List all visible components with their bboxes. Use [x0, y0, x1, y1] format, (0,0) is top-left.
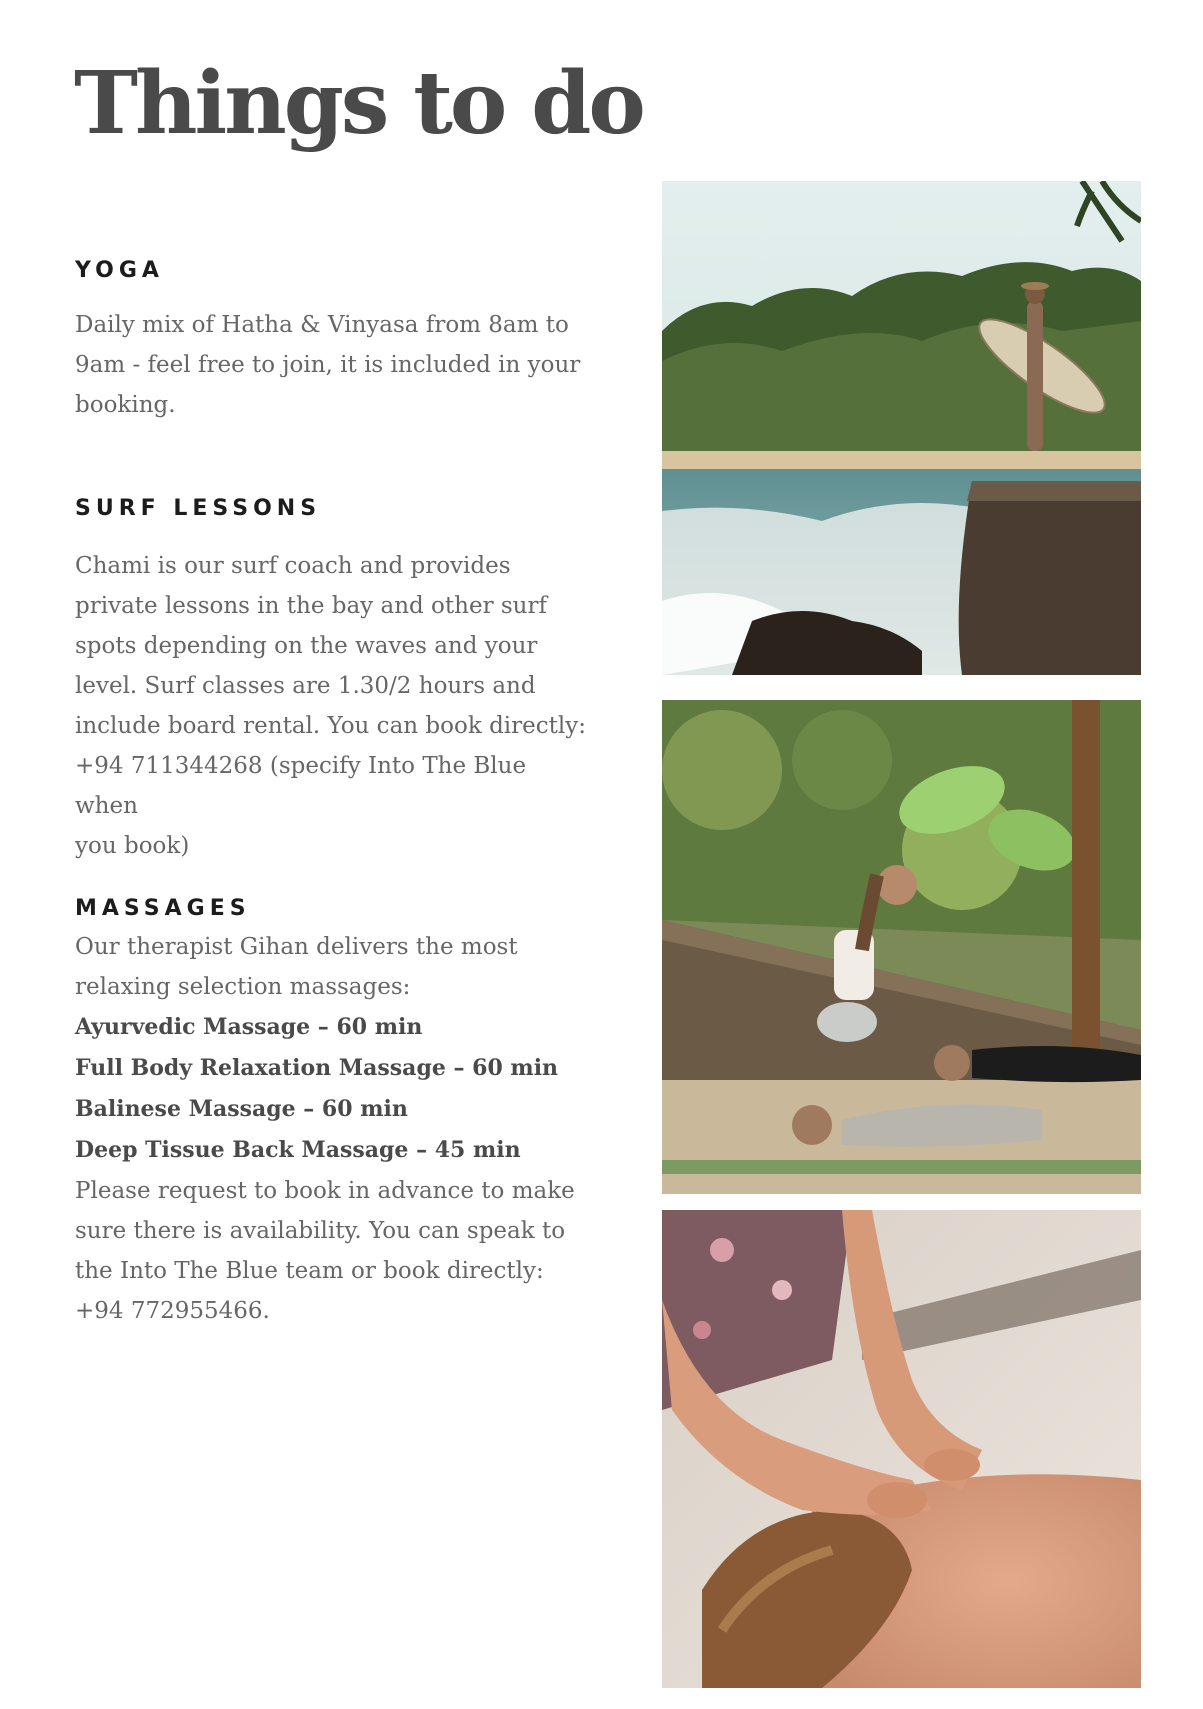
massages-booking-note: Please request to book in advance to make sure there is availability. You can speak to the Into The Blue team or book directly: +94 772955466. [75, 1178, 575, 1324]
massage-item: Balinese Massage – 60 min [75, 1096, 408, 1122]
massage-list [75, 1007, 595, 1171]
massage-item: Deep Tissue Back Massage – 45 min [75, 1137, 521, 1163]
surf-photo [662, 181, 1141, 675]
yoga-section [75, 258, 595, 425]
yoga-description: Daily mix of Hatha & Vinyasa from 8am to 9am - feel free to join, it is included in your booking. [75, 312, 581, 418]
yoga-photo [662, 700, 1141, 1194]
massage-item: Full Body Relaxation Massage – 60 min [75, 1055, 559, 1081]
yoga-heading: YOGA [75, 258, 164, 283]
massages-heading: MASSAGES [75, 896, 251, 921]
massages-intro: Our therapist Gihan delivers the most relaxing selection massages: [75, 934, 518, 1000]
page-title: Things to do [74, 53, 643, 154]
massage-photo [662, 1210, 1141, 1688]
massage-item: Ayurvedic Massage – 60 min [75, 1014, 423, 1040]
massages-section [75, 896, 595, 1331]
surf-section [75, 496, 595, 866]
surf-description: Chami is our surf coach and provides private lessons in the bay and other surf spots depending on the waves and your level. Surf classes are 1.30/2 hours and include board rental. You can book directly: +94 711344268 (specify Into The Blue when you book) [75, 553, 586, 859]
surf-heading: SURF LESSONS [75, 496, 322, 521]
